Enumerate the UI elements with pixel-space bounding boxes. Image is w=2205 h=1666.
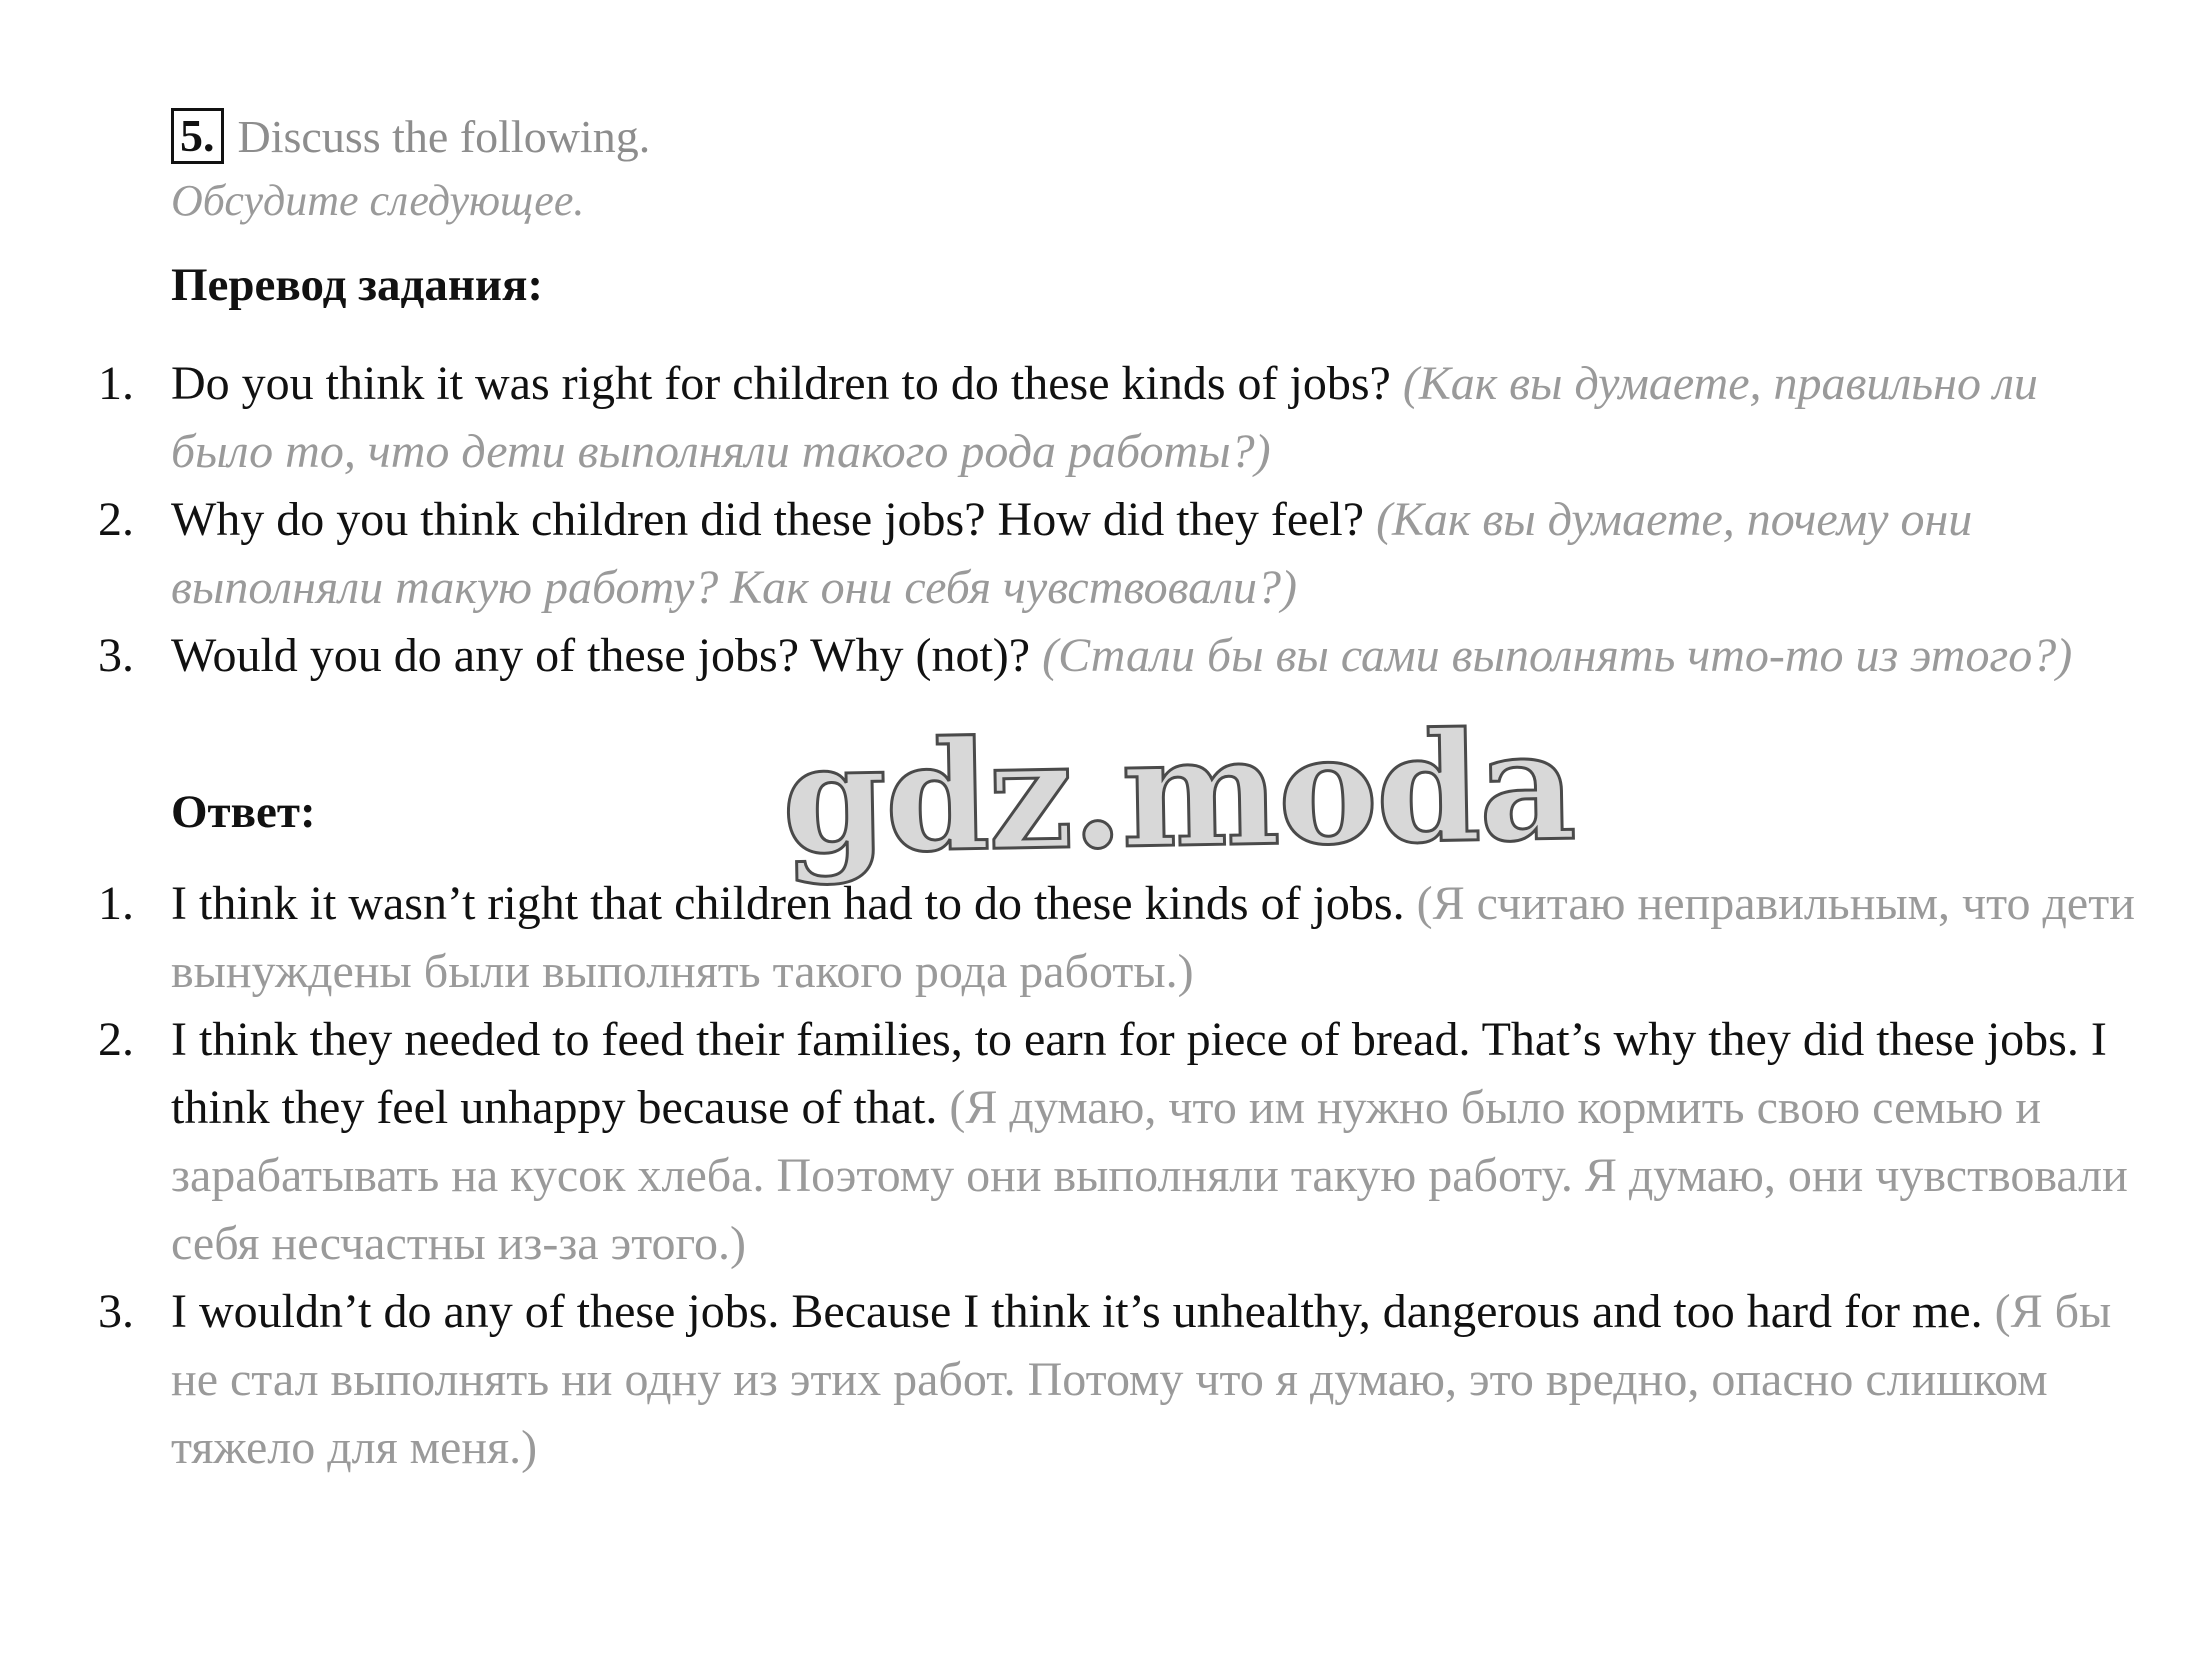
task-header: [171, 100, 650, 230]
task-instruction-ru: Обсудите следующее.: [171, 176, 585, 225]
answer-heading: Ответ:: [171, 786, 316, 838]
answer-text-ru: (Я бы не стал выполнять ни одну из этих работ. Потому что я думаю, это вредно, опасно слишком тяжело для меня.): [171, 1285, 2112, 1474]
answer-item: [98, 1006, 2138, 1278]
answer-text-en: I think it wasn’t right that children had to do these kinds of jobs.: [171, 877, 1405, 930]
question-item: [98, 350, 2138, 486]
answer-number: 3.: [98, 1285, 134, 1338]
answer-list: [98, 870, 2138, 1482]
question-text-ru: (Как вы думаете, правильно ли было то, что дети выполняли такого рода работы?): [171, 357, 2038, 478]
answer-text-en: I wouldn’t do any of these jobs. Because I think it’s unhealthy, dangerous and too hard for me.: [171, 1285, 1983, 1338]
question-number: 3.: [98, 629, 134, 682]
task-title-line: [171, 100, 650, 172]
task-instruction-en: Discuss the following.: [237, 110, 651, 162]
question-text-ru: (Стали бы вы сами выполнять что-то из этого?): [1042, 629, 2073, 682]
question-text-en: Why do you think children did these jobs? How did they feel?: [171, 493, 1365, 546]
question-number: 1.: [98, 357, 134, 410]
question-text-en: Would you do any of these jobs? Why (not)?: [171, 629, 1031, 682]
answer-text-ru: (Я думаю, что им нужно было кормить свою семью и зарабатывать на кусок хлеба. Поэтому они выполняли такую работу. Я думаю, они чувствовали себя несчастны из-за этого.): [171, 1081, 2128, 1270]
answer-item: [98, 1278, 2138, 1482]
question-text-en: Do you think it was right for children to do these kinds of jobs?: [171, 357, 1391, 410]
watermark-logo: gdz.moda: [780, 698, 1576, 888]
question-item: [98, 622, 2138, 690]
answer-number: 1.: [98, 877, 134, 930]
question-text-ru: (Как вы думаете, почему они выполняли такую работу? Как они себя чувствовали?): [171, 493, 1973, 614]
question-number: 2.: [98, 493, 134, 546]
task-number-box: 5.: [171, 108, 224, 164]
answer-item: [98, 870, 2138, 1006]
question-list: [98, 350, 2138, 690]
question-item: [98, 486, 2138, 622]
translation-heading: Перевод задания:: [171, 259, 544, 311]
answer-number: 2.: [98, 1013, 134, 1066]
answer-text-en: I think they needed to feed their families, to earn for piece of bread. That’s why they did these jobs. I think they feel unhappy because of that.: [171, 1013, 2107, 1134]
answer-text-ru: (Я считаю неправильным, что дети вынуждены были выполнять такого рода работы.): [171, 877, 2135, 998]
